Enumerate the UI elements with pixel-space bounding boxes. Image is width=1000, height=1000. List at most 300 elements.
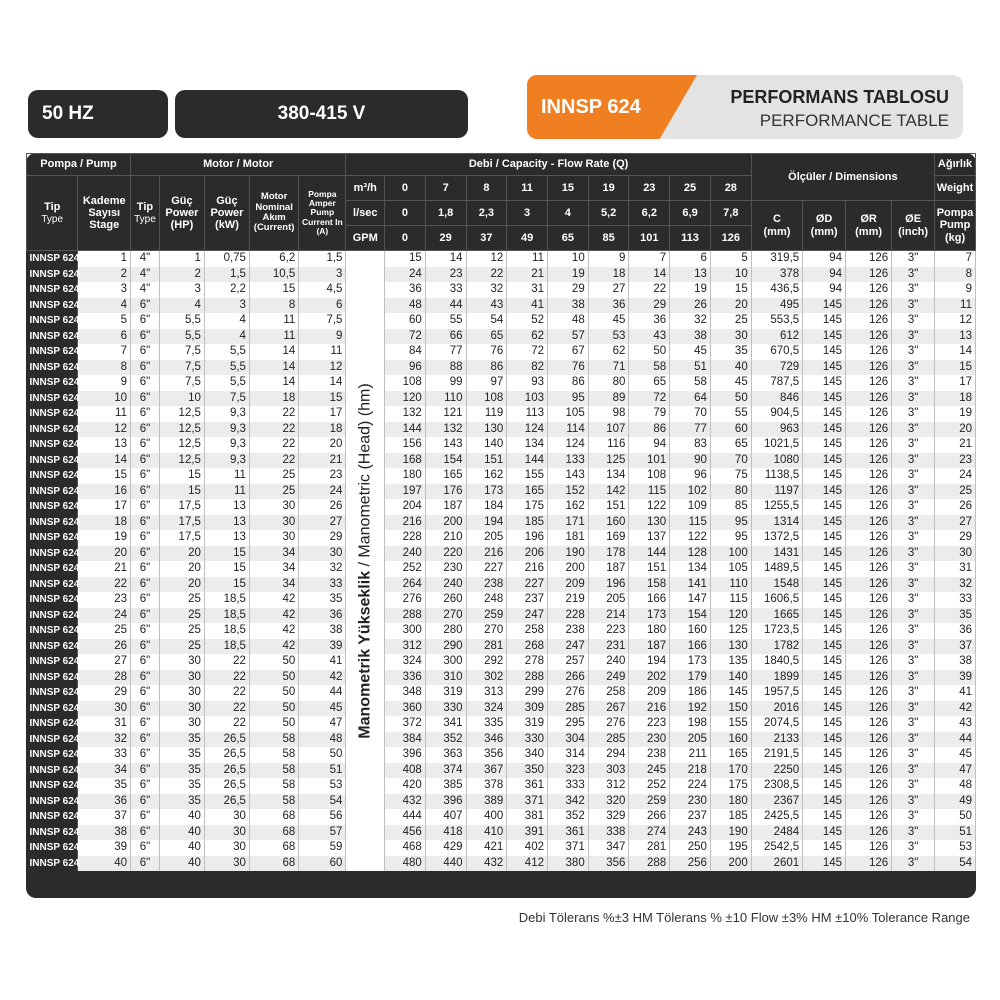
table-cell: 124	[507, 422, 548, 438]
table-cell: 6"	[130, 763, 159, 779]
table-cell: 5	[78, 313, 131, 329]
table-cell: 126	[846, 298, 892, 314]
table-cell: 145	[803, 484, 846, 500]
table-cell: 9,3	[204, 422, 249, 438]
table-cell: 180	[710, 794, 751, 810]
table-cell: 166	[629, 592, 670, 608]
table-cell: 58	[249, 747, 298, 763]
table-cell: 76	[466, 344, 507, 360]
dim-e-1: ØE	[905, 213, 922, 226]
table-cell: 145	[803, 329, 846, 345]
table-cell: 6"	[130, 732, 159, 748]
row-model: INNSP 624	[27, 406, 78, 422]
table-cell: 36	[385, 282, 426, 298]
table-cell: 109	[670, 499, 711, 515]
table-cell: 110	[710, 577, 751, 593]
table-cell: 65	[710, 437, 751, 453]
table-cell: 194	[629, 654, 670, 670]
table-cell: 72	[629, 391, 670, 407]
table-cell: 2191,5	[751, 747, 802, 763]
table-row	[27, 670, 976, 686]
row-model: INNSP 624	[27, 422, 78, 438]
table-cell: 162	[466, 468, 507, 484]
table-cell: 22	[204, 716, 249, 732]
table-cell: 5,5	[159, 329, 204, 345]
header-flow-group: Debi / Capacity - Flow Rate (Q)	[346, 154, 751, 176]
table-cell: 15	[204, 577, 249, 593]
title-banner	[527, 75, 963, 139]
table-cell: 3"	[892, 267, 935, 283]
table-cell: 247	[507, 608, 548, 624]
table-cell: 100	[710, 546, 751, 562]
table-cell: 310	[425, 670, 466, 686]
table-cell: 126	[846, 484, 892, 500]
table-cell: 85	[710, 499, 751, 515]
table-cell: 3"	[892, 546, 935, 562]
table-cell: 113	[507, 406, 548, 422]
head-axis-label	[346, 251, 385, 872]
table-cell: 126	[846, 267, 892, 283]
table-cell: 2601	[751, 856, 802, 872]
table-cell: 6"	[130, 437, 159, 453]
table-cell: 30	[299, 546, 346, 562]
table-cell: 151	[629, 561, 670, 577]
table-cell: 1372,5	[751, 530, 802, 546]
table-cell: 9	[299, 329, 346, 345]
table-cell: 43	[466, 298, 507, 314]
table-cell: 17	[299, 406, 346, 422]
weight-2: Pump	[939, 219, 971, 232]
table-cell: 132	[385, 406, 426, 422]
unit-m3h: m³/h	[346, 176, 385, 201]
table-cell: 6"	[130, 716, 159, 732]
table-cell: 281	[629, 840, 670, 856]
table-cell: 94	[803, 267, 846, 283]
table-cell: 27	[78, 654, 131, 670]
row-model: INNSP 624	[27, 809, 78, 825]
table-cell: 30	[159, 654, 204, 670]
table-cell: 50	[299, 747, 346, 763]
header-tip	[27, 176, 78, 251]
table-cell: 196	[588, 577, 629, 593]
table-cell: 2250	[751, 763, 802, 779]
table-cell: 259	[629, 794, 670, 810]
table-cell: 200	[547, 561, 588, 577]
table-cell: 1080	[751, 453, 802, 469]
table-cell: 6"	[130, 375, 159, 391]
table-cell: 105	[710, 561, 751, 577]
table-cell: 6"	[130, 856, 159, 872]
row-model: INNSP 624	[27, 437, 78, 453]
table-cell: 121	[425, 406, 466, 422]
table-cell: 175	[507, 499, 548, 515]
table-cell: 2367	[751, 794, 802, 810]
table-cell: 145	[803, 437, 846, 453]
table-cell: 432	[466, 856, 507, 872]
table-cell: 13	[204, 499, 249, 515]
flow-lsec-6: 6,2	[629, 201, 670, 226]
table-cell: 31	[935, 561, 976, 577]
table-cell: 160	[670, 623, 711, 639]
row-model: INNSP 624	[27, 313, 78, 329]
table-cell: 1957,5	[751, 685, 802, 701]
performance-table	[26, 153, 976, 871]
table-cell: 319	[507, 716, 548, 732]
table-cell: 145	[803, 840, 846, 856]
flow-m3h-1: 7	[425, 176, 466, 201]
header-pump-group: Pompa / Pump	[27, 154, 131, 176]
table-cell: 240	[588, 654, 629, 670]
table-cell: 47	[299, 716, 346, 732]
table-cell: 285	[547, 701, 588, 717]
table-cell: 3"	[892, 375, 935, 391]
header-power-hp	[159, 176, 204, 251]
table-cell: 143	[547, 468, 588, 484]
table-cell: 12,5	[159, 406, 204, 422]
row-model: INNSP 624	[27, 840, 78, 856]
table-cell: 396	[385, 747, 426, 763]
table-cell: 141	[670, 577, 711, 593]
table-cell: 3"	[892, 747, 935, 763]
table-cell: 59	[299, 840, 346, 856]
row-model: INNSP 624	[27, 546, 78, 562]
table-cell: 145	[803, 856, 846, 872]
table-cell: 6"	[130, 530, 159, 546]
table-cell: 347	[588, 840, 629, 856]
table-cell: 243	[670, 825, 711, 841]
table-cell: 384	[385, 732, 426, 748]
table-cell: 352	[425, 732, 466, 748]
table-cell: 30	[159, 716, 204, 732]
table-cell: 44	[935, 732, 976, 748]
table-cell: 206	[507, 546, 548, 562]
table-cell: 126	[846, 375, 892, 391]
table-cell: 5,5	[204, 360, 249, 376]
table-cell: 281	[466, 639, 507, 655]
table-cell: 319	[425, 685, 466, 701]
table-cell: 3"	[892, 251, 935, 267]
table-cell: 276	[385, 592, 426, 608]
table-cell: 67	[547, 344, 588, 360]
table-cell: 30	[204, 825, 249, 841]
table-cell: 12	[935, 313, 976, 329]
table-cell: 205	[670, 732, 711, 748]
table-cell: 6"	[130, 840, 159, 856]
table-cell: 50	[249, 701, 298, 717]
table-cell: 30	[159, 670, 204, 686]
table-cell: 145	[803, 670, 846, 686]
flow-lsec-5: 5,2	[588, 201, 629, 226]
table-cell: 372	[385, 716, 426, 732]
dim-c-1: C	[772, 213, 781, 226]
table-cell: 3"	[892, 654, 935, 670]
table-cell: 7,5	[204, 391, 249, 407]
table-cell: 145	[803, 685, 846, 701]
table-cell: 158	[629, 577, 670, 593]
head-axis-bold: Manometrik Yükseklik	[356, 570, 374, 739]
table-cell: 249	[588, 670, 629, 686]
table-cell: 72	[507, 344, 548, 360]
table-cell: 256	[670, 856, 711, 872]
table-cell: 266	[547, 670, 588, 686]
table-cell: 3"	[892, 623, 935, 639]
table-cell: 227	[507, 577, 548, 593]
table-cell: 22	[204, 701, 249, 717]
table-cell: 17	[78, 499, 131, 515]
table-cell: 288	[507, 670, 548, 686]
table-cell: 342	[547, 794, 588, 810]
table-cell: 6"	[130, 313, 159, 329]
table-row	[27, 422, 976, 438]
header-pcur-1: Pompa	[308, 188, 337, 199]
table-cell: 128	[670, 546, 711, 562]
table-cell: 6"	[130, 561, 159, 577]
table-cell: 126	[846, 670, 892, 686]
model-name: INNSP 624	[541, 96, 641, 118]
table-cell: 15	[710, 282, 751, 298]
row-model: INNSP 624	[27, 654, 78, 670]
table-cell: 227	[466, 561, 507, 577]
table-cell: 133	[547, 453, 588, 469]
table-cell: 186	[670, 685, 711, 701]
table-cell: 50	[249, 654, 298, 670]
table-cell: 7	[935, 251, 976, 267]
table-cell: 13	[935, 329, 976, 345]
table-cell: 190	[547, 546, 588, 562]
table-cell: 324	[385, 654, 426, 670]
table-cell: 145	[803, 406, 846, 422]
table-row	[27, 406, 976, 422]
table-cell: 101	[629, 453, 670, 469]
table-cell: 125	[588, 453, 629, 469]
table-cell: 396	[425, 794, 466, 810]
table-cell: 421	[466, 840, 507, 856]
table-cell: 18,5	[204, 592, 249, 608]
table-cell: 300	[425, 654, 466, 670]
table-cell: 119	[466, 406, 507, 422]
header-stage-2: Sayısı	[88, 206, 121, 219]
row-model: INNSP 624	[27, 623, 78, 639]
table-cell: 350	[507, 763, 548, 779]
table-cell: 88	[425, 360, 466, 376]
table-cell: 84	[385, 344, 426, 360]
dim-d-2: (mm)	[810, 225, 838, 238]
table-cell: 17	[935, 375, 976, 391]
table-cell: 126	[846, 608, 892, 624]
table-cell: 35	[935, 608, 976, 624]
table-cell: 285	[588, 732, 629, 748]
table-cell: 62	[507, 329, 548, 345]
table-cell: 258	[507, 623, 548, 639]
table-cell: 3"	[892, 577, 935, 593]
table-cell: 10	[159, 391, 204, 407]
table-cell: 6"	[130, 577, 159, 593]
table-cell: 20	[710, 298, 751, 314]
table-row	[27, 515, 976, 531]
table-cell: 11	[935, 298, 976, 314]
header-pcur-4: Current In	[302, 216, 343, 227]
table-cell: 124	[547, 437, 588, 453]
table-cell: 126	[846, 422, 892, 438]
table-cell: 252	[385, 561, 426, 577]
table-cell: 216	[629, 701, 670, 717]
table-cell: 14	[249, 344, 298, 360]
table-cell: 230	[670, 794, 711, 810]
table-cell: 41	[935, 685, 976, 701]
table-cell: 145	[803, 763, 846, 779]
flow-gpm-7: 113	[670, 226, 711, 251]
table-cell: 238	[547, 623, 588, 639]
row-model: INNSP 624	[27, 251, 78, 267]
table-cell: 144	[507, 453, 548, 469]
table-cell: 24	[935, 468, 976, 484]
table-cell: 270	[466, 623, 507, 639]
table-cell: 126	[846, 391, 892, 407]
flow-gpm-2: 37	[466, 226, 507, 251]
table-cell: 22	[249, 437, 298, 453]
table-cell: 126	[846, 840, 892, 856]
table-cell: 3"	[892, 685, 935, 701]
table-cell: 32	[299, 561, 346, 577]
table-cell: 35	[710, 344, 751, 360]
table-cell: 211	[670, 747, 711, 763]
table-cell: 264	[385, 577, 426, 593]
flow-m3h-0: 0	[385, 176, 426, 201]
flow-gpm-1: 29	[425, 226, 466, 251]
table-cell: 52	[507, 313, 548, 329]
table-cell: 68	[249, 840, 298, 856]
row-model: INNSP 624	[27, 778, 78, 794]
table-cell: 156	[385, 437, 426, 453]
table-cell: 147	[670, 592, 711, 608]
table-cell: 122	[670, 530, 711, 546]
table-cell: 320	[588, 794, 629, 810]
table-cell: 126	[846, 794, 892, 810]
table-cell: 220	[425, 546, 466, 562]
table-cell: 120	[710, 608, 751, 624]
table-cell: 329	[588, 809, 629, 825]
table-cell: 4	[204, 313, 249, 329]
table-cell: 408	[385, 763, 426, 779]
table-cell: 126	[846, 763, 892, 779]
table-cell: 963	[751, 422, 802, 438]
table-cell: 45	[670, 344, 711, 360]
table-cell: 126	[846, 701, 892, 717]
table-cell: 150	[710, 701, 751, 717]
table-cell: 18	[935, 391, 976, 407]
table-cell: 10	[78, 391, 131, 407]
table-cell: 8	[249, 298, 298, 314]
row-model: INNSP 624	[27, 484, 78, 500]
table-cell: 312	[588, 778, 629, 794]
row-model: INNSP 624	[27, 453, 78, 469]
table-cell: 312	[385, 639, 426, 655]
table-cell: 19	[935, 406, 976, 422]
table-cell: 14	[78, 453, 131, 469]
table-cell: 126	[846, 282, 892, 298]
table-row	[27, 856, 976, 872]
table-cell: 15	[159, 468, 204, 484]
table-cell: 79	[629, 406, 670, 422]
table-cell: 36	[78, 794, 131, 810]
table-cell: 1	[159, 251, 204, 267]
row-model: INNSP 624	[27, 515, 78, 531]
table-cell: 76	[547, 360, 588, 376]
table-cell: 22	[249, 453, 298, 469]
table-cell: 38	[935, 654, 976, 670]
table-row	[27, 561, 976, 577]
table-cell: 1431	[751, 546, 802, 562]
table-cell: 10	[710, 267, 751, 283]
table-cell: 5,5	[159, 313, 204, 329]
table-cell: 134	[670, 561, 711, 577]
table-cell: 47	[935, 763, 976, 779]
table-cell: 42	[935, 701, 976, 717]
table-cell: 37	[935, 639, 976, 655]
row-model: INNSP 624	[27, 732, 78, 748]
row-model: INNSP 624	[27, 530, 78, 546]
table-cell: 38	[299, 623, 346, 639]
dim-r-1: ØR	[860, 213, 877, 226]
table-cell: 41	[507, 298, 548, 314]
table-cell: 166	[670, 639, 711, 655]
table-row	[27, 344, 976, 360]
table-cell: 169	[588, 530, 629, 546]
table-cell: 95	[547, 391, 588, 407]
table-cell: 33	[299, 577, 346, 593]
table-cell: 35	[159, 763, 204, 779]
table-cell: 57	[299, 825, 346, 841]
table-cell: 105	[547, 406, 588, 422]
table-cell: 86	[629, 422, 670, 438]
table-cell: 187	[425, 499, 466, 515]
head-axis-text	[358, 301, 374, 821]
table-row	[27, 592, 976, 608]
header-stage-3: Stage	[89, 219, 120, 232]
table-cell: 336	[385, 670, 426, 686]
table-cell: 180	[629, 623, 670, 639]
table-cell: 30	[249, 515, 298, 531]
table-cell: 42	[249, 639, 298, 655]
table-cell: 6"	[130, 468, 159, 484]
table-cell: 3"	[892, 763, 935, 779]
table-cell: 94	[803, 282, 846, 298]
header-motor-group: Motor / Motor	[130, 154, 345, 176]
table-row	[27, 329, 976, 345]
table-cell: 304	[547, 732, 588, 748]
table-cell: 429	[425, 840, 466, 856]
table-cell: 41	[299, 654, 346, 670]
table-cell: 17,5	[159, 530, 204, 546]
table-cell: 480	[385, 856, 426, 872]
table-cell: 195	[710, 840, 751, 856]
table-cell: 13	[204, 515, 249, 531]
table-cell: 77	[425, 344, 466, 360]
table-cell: 228	[385, 530, 426, 546]
table-cell: 126	[846, 577, 892, 593]
table-cell: 3"	[892, 794, 935, 810]
table-cell: 1548	[751, 577, 802, 593]
row-model: INNSP 624	[27, 670, 78, 686]
table-cell: 378	[466, 778, 507, 794]
table-cell: 3"	[892, 499, 935, 515]
table-cell: 145	[803, 577, 846, 593]
table-cell: 205	[588, 592, 629, 608]
table-cell: 444	[385, 809, 426, 825]
header-mcur-1: Motor	[260, 191, 288, 203]
table-cell: 126	[846, 360, 892, 376]
row-model: INNSP 624	[27, 329, 78, 345]
